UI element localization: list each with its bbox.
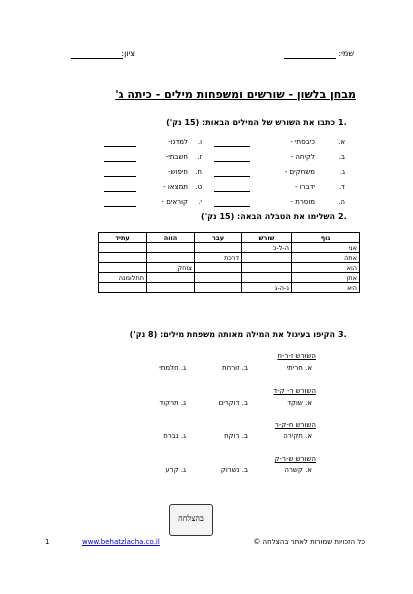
table-cell: נ-ה-ג (242, 283, 292, 293)
option[interactable]: א. קשרה (284, 466, 312, 474)
option[interactable]: ב. רוקח (224, 432, 248, 440)
table-cell: תתלומנה (99, 273, 147, 283)
q1-letter: ז. (197, 153, 202, 161)
option[interactable]: א. חקירה (283, 432, 312, 440)
page-title: מבחן בלשון - שורשים ומשפחות מילים - כיתה ג' (115, 88, 356, 101)
q1-letter: ה. (338, 198, 345, 206)
q1-letter: ט. (195, 183, 202, 191)
table-cell: ה-ל-כ (242, 243, 292, 253)
q1-letter: ח. (195, 168, 202, 176)
q1-letter: ד. (338, 183, 345, 191)
table-cell: אתה (292, 253, 360, 263)
name-label: שמי: (338, 49, 354, 58)
q1-word: כיבסתי - (290, 138, 315, 146)
answer-line[interactable] (214, 206, 250, 207)
table-row (99, 273, 360, 283)
page-number: 1 (45, 538, 50, 546)
option[interactable]: ב. זורחת (222, 364, 248, 372)
q2-number: 2. (338, 212, 347, 221)
table-row (99, 253, 360, 263)
q1-word: לקיחה - (290, 153, 315, 161)
table-cell[interactable] (242, 253, 292, 263)
q1-letter: ו. (197, 138, 202, 146)
option[interactable]: ג. חלמתי (159, 364, 186, 372)
grade-label: ציון: (121, 49, 135, 58)
table-cell[interactable] (242, 263, 292, 273)
answer-line[interactable] (214, 176, 250, 177)
answer-line[interactable] (214, 161, 250, 162)
answer-line[interactable] (214, 146, 250, 147)
table-cell: אתן (292, 273, 360, 283)
q1-word: חשבתי- (165, 153, 188, 161)
option[interactable]: א. שוקד (287, 399, 312, 407)
behatzlacha-logo (169, 504, 213, 536)
table-cell: הוא (292, 263, 360, 273)
option[interactable]: ג. תרקוד (159, 399, 186, 407)
table-row (99, 263, 360, 273)
q1-number: 1. (338, 118, 347, 127)
name-line (284, 58, 336, 59)
answer-line[interactable] (104, 206, 136, 207)
q1-word: קוראים - (161, 198, 188, 206)
root-label: השורש ר- ק-ד (273, 387, 316, 395)
table-cell[interactable] (99, 253, 147, 263)
option[interactable]: ב. נשרוק (220, 466, 248, 474)
table-cell[interactable] (99, 243, 147, 253)
table-cell: דרכת (195, 253, 242, 263)
option[interactable]: ג. נברח (163, 432, 186, 440)
table-cell[interactable] (195, 243, 242, 253)
root-label: השורש ש-ר-ק (274, 455, 316, 463)
option[interactable]: ב. דוקרים (218, 399, 248, 407)
answer-line[interactable] (104, 191, 136, 192)
table-cell: אני (292, 243, 360, 253)
answer-line[interactable] (104, 176, 136, 177)
option[interactable]: ג. קרע (165, 466, 186, 474)
q1-letter: א. (338, 138, 345, 146)
table-cell[interactable] (195, 273, 242, 283)
column-header: עבר (195, 233, 242, 243)
table-cell: צוחק (147, 263, 195, 273)
q3-text: הקיפו בעיגול את המילה מאותה משפחת מילים: (8 נק') (129, 330, 335, 339)
q1-word: תמצאו - (163, 183, 188, 191)
fill-table (98, 232, 360, 293)
table-cell[interactable] (147, 283, 195, 293)
q1-word: מוסרת - (290, 198, 315, 206)
q1-text: כתבו את השורש של המילים הבאות: (15 נק') (166, 118, 335, 127)
table-row (99, 283, 360, 293)
q1-letter: י. (198, 198, 202, 206)
table-cell[interactable] (147, 253, 195, 263)
q1-word: למדנו- (168, 138, 188, 146)
q1-word: חיפוש- (168, 168, 188, 176)
logo-text: בהצלחה (178, 514, 204, 523)
column-header: עתיד (99, 233, 147, 243)
grade-line (71, 58, 123, 59)
site-link[interactable]: www.behatzlacha.co.il (82, 538, 160, 546)
table-header-row (99, 233, 360, 243)
answer-line[interactable] (104, 146, 136, 147)
q2-text: השלימו את הטבלה הבאה: (15 נק') (201, 212, 335, 221)
option[interactable]: א. חריתי (286, 364, 312, 372)
q1-letter: ב. (338, 153, 345, 161)
table-cell: היא (292, 283, 360, 293)
root-label: השורש ז-ר-ח (277, 352, 316, 360)
table-cell[interactable] (147, 243, 195, 253)
table-row (99, 243, 360, 253)
answer-line[interactable] (214, 191, 250, 192)
column-header: הווה (147, 233, 195, 243)
q1-word: משחקים - (284, 168, 315, 176)
q3-number: 3. (338, 330, 347, 339)
column-header: גוף (292, 233, 360, 243)
table-cell[interactable] (195, 283, 242, 293)
column-header: שורש (242, 233, 292, 243)
table-cell[interactable] (99, 283, 147, 293)
q1-word: ידברו - (294, 183, 315, 191)
table-cell[interactable] (147, 273, 195, 283)
answer-line[interactable] (104, 161, 136, 162)
q1-letter: ג. (339, 168, 345, 176)
root-label: השורש ח-ק-ר (274, 421, 316, 429)
copyright-text: כל הזכויות שמורות לאתר בהצלחה © (253, 538, 365, 546)
table-cell[interactable] (242, 273, 292, 283)
table-cell[interactable] (195, 263, 242, 273)
table-cell[interactable] (99, 263, 147, 273)
